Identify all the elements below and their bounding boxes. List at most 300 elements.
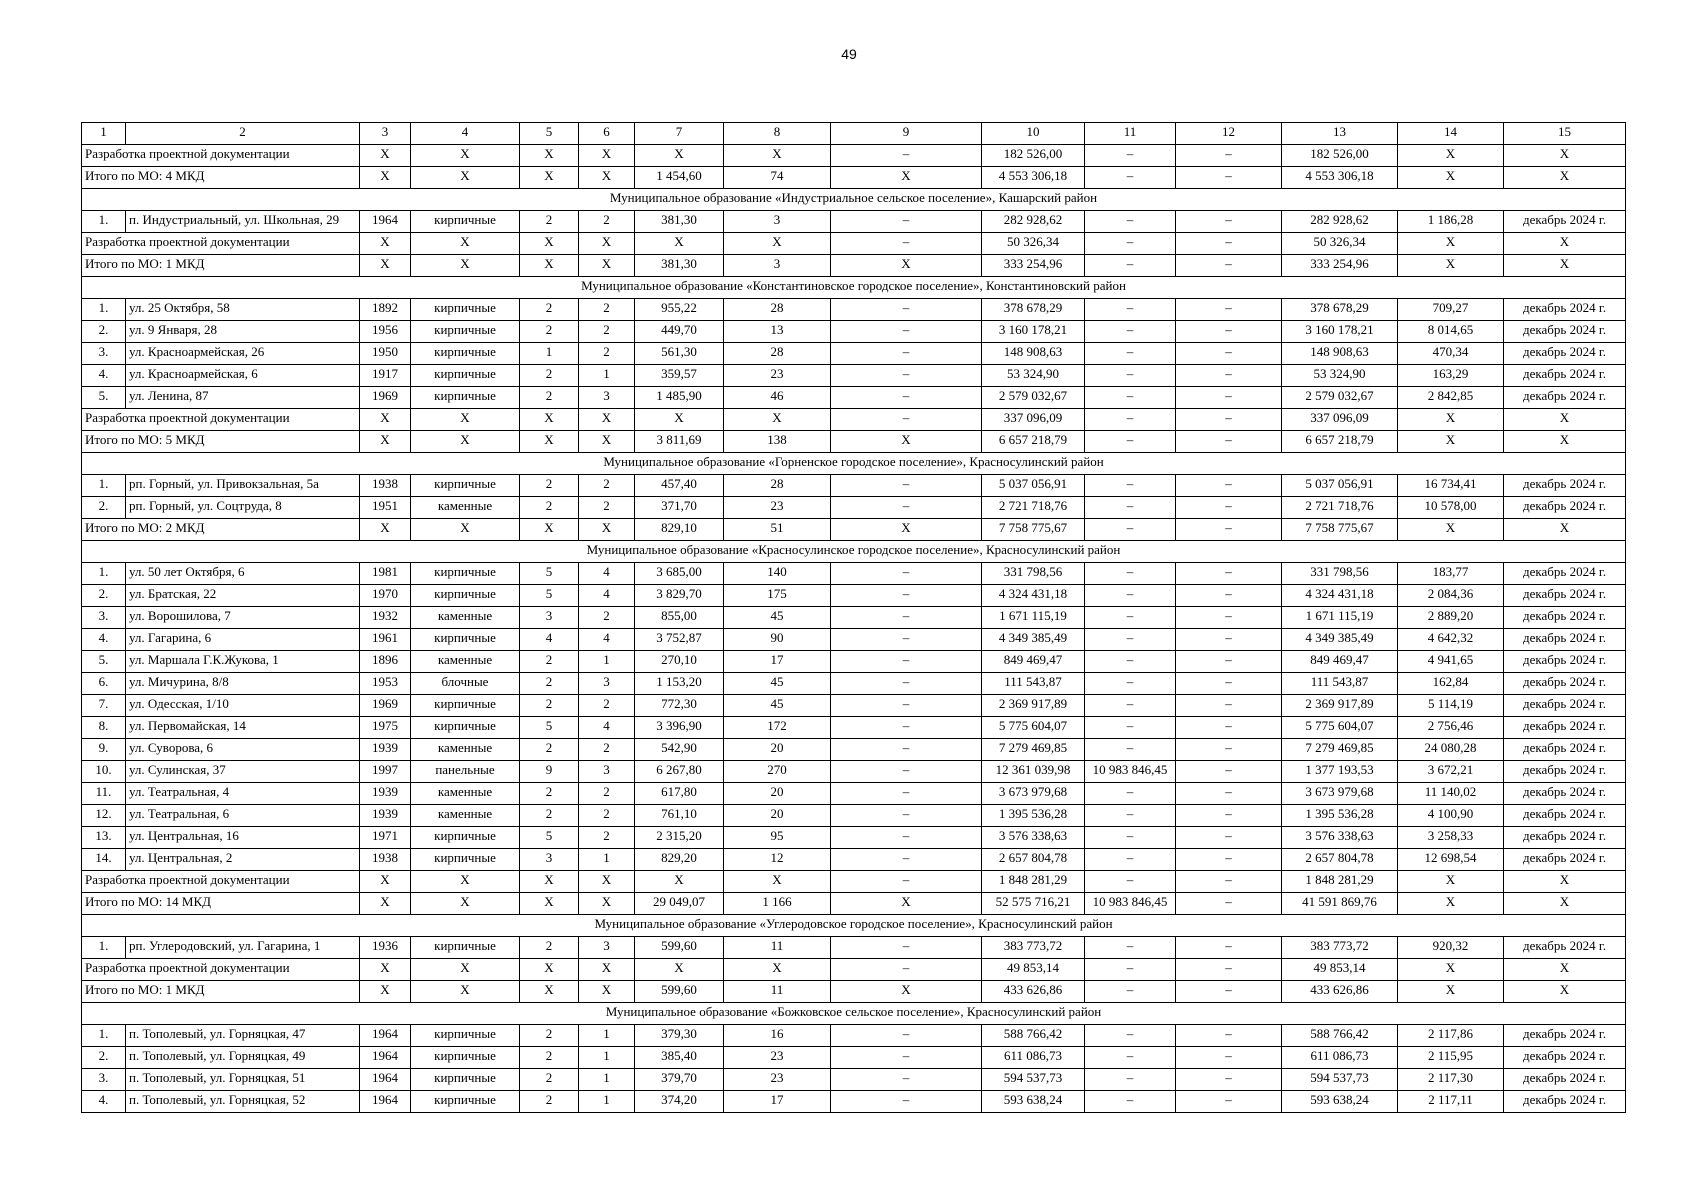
table-row: [82, 475, 1626, 497]
table-cell: –: [831, 607, 982, 629]
table-cell: кирпичные: [411, 629, 520, 651]
table-cell: 1981: [360, 563, 411, 585]
table-cell: 4: [579, 629, 635, 651]
table-cell: 138: [724, 431, 831, 453]
table-cell: –: [1176, 937, 1282, 959]
table-cell: 49 853,14: [982, 959, 1085, 981]
table-cell: –: [831, 1069, 982, 1091]
table-cell: кирпичные: [411, 849, 520, 871]
table-cell: 2: [579, 805, 635, 827]
table-cell: 13: [724, 321, 831, 343]
table-cell: 41 591 869,76: [1282, 893, 1398, 915]
table-cell: –: [831, 299, 982, 321]
table-cell: 4 553 306,18: [1282, 167, 1398, 189]
summary-row: [82, 255, 1626, 277]
table-cell: 4 100,90: [1398, 805, 1504, 827]
table-cell: X: [360, 431, 411, 453]
table-cell: декабрь 2024 г.: [1504, 1069, 1626, 1091]
table-cell: –: [831, 871, 982, 893]
table-cell: 379,30: [635, 1025, 724, 1047]
table-cell: X: [1398, 409, 1504, 431]
table-cell: 379,70: [635, 1069, 724, 1091]
table-cell: 1997: [360, 761, 411, 783]
table-cell: 270: [724, 761, 831, 783]
address-cell: рп. Горный, ул. Привокзальная, 5а: [126, 475, 360, 497]
table-cell: 709,27: [1398, 299, 1504, 321]
table-cell: 3 396,90: [635, 717, 724, 739]
table-cell: X: [724, 871, 831, 893]
table-cell: 5 775 604,07: [1282, 717, 1398, 739]
row-number-cell: 14.: [82, 849, 126, 871]
table-cell: –: [1176, 717, 1282, 739]
table-cell: X: [360, 145, 411, 167]
table-cell: 6 657 218,79: [1282, 431, 1398, 453]
table-cell: 282 928,62: [982, 211, 1085, 233]
table-cell: 2 579 032,67: [982, 387, 1085, 409]
table-row: [82, 805, 1626, 827]
table-cell: –: [1085, 937, 1176, 959]
table-cell: 16 734,41: [1398, 475, 1504, 497]
table-cell: X: [360, 959, 411, 981]
table-cell: 2: [579, 783, 635, 805]
row-number-cell: 1.: [82, 475, 126, 497]
table-cell: 11: [724, 981, 831, 1003]
address-cell: ул. Маршала Г.К.Жукова, 1: [126, 651, 360, 673]
table-cell: 371,70: [635, 497, 724, 519]
table-cell: 3 576 338,63: [982, 827, 1085, 849]
table-cell: кирпичные: [411, 1069, 520, 1091]
table-cell: декабрь 2024 г.: [1504, 365, 1626, 387]
table-row: [82, 343, 1626, 365]
table-cell: X: [1504, 893, 1626, 915]
table-cell: 1969: [360, 695, 411, 717]
table-row: [82, 717, 1626, 739]
table-cell: 2 369 917,89: [1282, 695, 1398, 717]
table-cell: X: [1504, 959, 1626, 981]
table-cell: декабрь 2024 г.: [1504, 761, 1626, 783]
table-cell: X: [520, 409, 579, 431]
table-cell: 4 642,32: [1398, 629, 1504, 651]
summary-row: [82, 519, 1626, 541]
table-cell: 2: [520, 1025, 579, 1047]
table-row: [82, 761, 1626, 783]
table-cell: 2: [579, 211, 635, 233]
table-cell: X: [1398, 871, 1504, 893]
table-cell: кирпичные: [411, 387, 520, 409]
table-cell: декабрь 2024 г.: [1504, 717, 1626, 739]
table-cell: –: [1176, 167, 1282, 189]
table-cell: 5: [520, 585, 579, 607]
table-cell: –: [1176, 211, 1282, 233]
table-cell: 385,40: [635, 1047, 724, 1069]
table-cell: 2: [579, 607, 635, 629]
table-cell: 46: [724, 387, 831, 409]
table-cell: кирпичные: [411, 1025, 520, 1047]
table-cell: 163,29: [1398, 365, 1504, 387]
table-cell: 2 115,95: [1398, 1047, 1504, 1069]
address-cell: ул. Театральная, 6: [126, 805, 360, 827]
table-cell: –: [1176, 387, 1282, 409]
table-cell: декабрь 2024 г.: [1504, 629, 1626, 651]
table-cell: 148 908,63: [1282, 343, 1398, 365]
table-row: [82, 783, 1626, 805]
summary-row: [82, 409, 1626, 431]
table-cell: X: [1398, 145, 1504, 167]
table-cell: декабрь 2024 г.: [1504, 387, 1626, 409]
table-cell: –: [1085, 673, 1176, 695]
table-cell: –: [1085, 343, 1176, 365]
table-cell: 3: [724, 211, 831, 233]
table-cell: –: [831, 211, 982, 233]
table-cell: 1 166: [724, 893, 831, 915]
column-number-cell: 13: [1282, 123, 1398, 145]
table-cell: 3 672,21: [1398, 761, 1504, 783]
table-cell: 53 324,90: [1282, 365, 1398, 387]
table-cell: 1964: [360, 1069, 411, 1091]
table-row: [82, 321, 1626, 343]
table-cell: 5 037 056,91: [1282, 475, 1398, 497]
table-cell: 381,30: [635, 255, 724, 277]
table-cell: 1: [579, 1069, 635, 1091]
table-cell: 611 086,73: [982, 1047, 1085, 1069]
column-number-cell: 2: [126, 123, 360, 145]
table-cell: –: [1085, 827, 1176, 849]
table-cell: кирпичные: [411, 475, 520, 497]
table-cell: 920,32: [1398, 937, 1504, 959]
table-cell: –: [1085, 959, 1176, 981]
table-cell: декабрь 2024 г.: [1504, 805, 1626, 827]
summary-row: [82, 145, 1626, 167]
table-cell: кирпичные: [411, 827, 520, 849]
table-cell: 2: [579, 739, 635, 761]
table-cell: 74: [724, 167, 831, 189]
table-cell: –: [1176, 695, 1282, 717]
table-cell: 4 324 431,18: [1282, 585, 1398, 607]
table-cell: –: [1085, 1069, 1176, 1091]
address-cell: п. Тополевый, ул. Горняцкая, 49: [126, 1047, 360, 1069]
row-number-cell: 7.: [82, 695, 126, 717]
table-cell: декабрь 2024 г.: [1504, 827, 1626, 849]
table-cell: –: [1176, 673, 1282, 695]
table-cell: панельные: [411, 761, 520, 783]
table-cell: X: [1504, 409, 1626, 431]
table-cell: X: [579, 145, 635, 167]
table-cell: X: [579, 519, 635, 541]
table-cell: –: [1085, 387, 1176, 409]
table-cell: 333 254,96: [1282, 255, 1398, 277]
housing-repair-table: [81, 122, 1626, 1113]
table-cell: 337 096,09: [982, 409, 1085, 431]
summary-row: [82, 981, 1626, 1003]
table-cell: 24 080,28: [1398, 739, 1504, 761]
table-cell: X: [520, 145, 579, 167]
table-cell: 10 578,00: [1398, 497, 1504, 519]
table-cell: –: [1085, 805, 1176, 827]
table-cell: 331 798,56: [1282, 563, 1398, 585]
row-number-cell: 3.: [82, 607, 126, 629]
table-cell: –: [1176, 783, 1282, 805]
table-cell: 955,22: [635, 299, 724, 321]
row-number-cell: 8.: [82, 717, 126, 739]
table-cell: 45: [724, 673, 831, 695]
table-cell: X: [411, 893, 520, 915]
table-cell: 23: [724, 1047, 831, 1069]
table-cell: X: [831, 893, 982, 915]
table-cell: каменные: [411, 805, 520, 827]
table-cell: декабрь 2024 г.: [1504, 673, 1626, 695]
table-cell: 1939: [360, 739, 411, 761]
table-cell: –: [1085, 717, 1176, 739]
municipality-section-row: [82, 453, 1626, 475]
table-cell: 337 096,09: [1282, 409, 1398, 431]
summary-label: Итого по МО: 14 МКД: [82, 893, 360, 915]
address-cell: ул. Гагарина, 6: [126, 629, 360, 651]
table-cell: 2: [520, 739, 579, 761]
table-cell: –: [1085, 1091, 1176, 1113]
table-cell: каменные: [411, 607, 520, 629]
table-cell: 3: [520, 849, 579, 871]
table-cell: декабрь 2024 г.: [1504, 695, 1626, 717]
table-cell: 1932: [360, 607, 411, 629]
municipality-title: Муниципальное образование «Красносулинское городское поселение», Красносулинский район: [82, 541, 1626, 563]
table-cell: 3 673 979,68: [982, 783, 1085, 805]
table-cell: 2: [520, 937, 579, 959]
table-cell: –: [831, 321, 982, 343]
table-cell: –: [1176, 1047, 1282, 1069]
table-cell: 2: [579, 299, 635, 321]
table-cell: –: [1085, 321, 1176, 343]
table-cell: –: [1085, 299, 1176, 321]
table-cell: –: [831, 1047, 982, 1069]
row-number-cell: 5.: [82, 387, 126, 409]
table-cell: X: [411, 167, 520, 189]
table-cell: X: [635, 959, 724, 981]
table-cell: X: [520, 959, 579, 981]
table-cell: 111 543,87: [1282, 673, 1398, 695]
table-cell: –: [1176, 981, 1282, 1003]
table-cell: 50 326,34: [1282, 233, 1398, 255]
table-cell: 12 361 039,98: [982, 761, 1085, 783]
table-cell: 5 114,19: [1398, 695, 1504, 717]
table-cell: 2: [520, 321, 579, 343]
table-cell: 4: [579, 585, 635, 607]
table-cell: 172: [724, 717, 831, 739]
table-cell: 594 537,73: [982, 1069, 1085, 1091]
table-cell: 28: [724, 343, 831, 365]
table-cell: X: [635, 145, 724, 167]
row-number-cell: 4.: [82, 629, 126, 651]
column-number-cell: 1: [82, 123, 126, 145]
table-cell: –: [1085, 739, 1176, 761]
table-cell: –: [1176, 585, 1282, 607]
table-cell: 28: [724, 475, 831, 497]
municipality-section-row: [82, 1003, 1626, 1025]
table-cell: –: [831, 387, 982, 409]
table-cell: 2: [520, 783, 579, 805]
table-cell: 4 349 385,49: [1282, 629, 1398, 651]
table-cell: 1 671 115,19: [982, 607, 1085, 629]
table-cell: 829,10: [635, 519, 724, 541]
table-cell: X: [411, 981, 520, 1003]
table-row: [82, 629, 1626, 651]
table-cell: X: [579, 959, 635, 981]
table-cell: 6 657 218,79: [982, 431, 1085, 453]
table-cell: каменные: [411, 739, 520, 761]
table-cell: 2: [520, 673, 579, 695]
table-cell: 28: [724, 299, 831, 321]
table-cell: X: [724, 233, 831, 255]
table-cell: –: [1176, 475, 1282, 497]
summary-label: Разработка проектной документации: [82, 871, 360, 893]
row-number-cell: 5.: [82, 651, 126, 673]
table-cell: X: [635, 233, 724, 255]
summary-row: [82, 167, 1626, 189]
table-cell: 182 526,00: [982, 145, 1085, 167]
table-cell: 1: [579, 651, 635, 673]
table-cell: X: [520, 233, 579, 255]
table-cell: 2: [520, 1047, 579, 1069]
table-cell: 52 575 716,21: [982, 893, 1085, 915]
table-cell: –: [1085, 585, 1176, 607]
table-cell: X: [1504, 233, 1626, 255]
table-cell: X: [360, 233, 411, 255]
table-cell: X: [411, 255, 520, 277]
table-cell: –: [1085, 431, 1176, 453]
table-cell: 2 889,20: [1398, 607, 1504, 629]
table-cell: X: [360, 409, 411, 431]
table-cell: 1 848 281,29: [982, 871, 1085, 893]
table-cell: X: [1504, 255, 1626, 277]
table-cell: –: [831, 475, 982, 497]
row-number-cell: 2.: [82, 585, 126, 607]
table-cell: X: [635, 409, 724, 431]
table-cell: –: [1085, 211, 1176, 233]
table-cell: –: [1176, 321, 1282, 343]
table-cell: 2: [520, 651, 579, 673]
table-cell: 1 848 281,29: [1282, 871, 1398, 893]
table-cell: X: [411, 519, 520, 541]
table-cell: 2 117,86: [1398, 1025, 1504, 1047]
table-cell: –: [1176, 761, 1282, 783]
table-cell: 1 395 536,28: [1282, 805, 1398, 827]
table-cell: X: [1504, 519, 1626, 541]
table-cell: –: [1085, 783, 1176, 805]
table-cell: X: [579, 431, 635, 453]
table-cell: –: [1085, 145, 1176, 167]
table-cell: X: [411, 959, 520, 981]
table-cell: 3: [579, 387, 635, 409]
row-number-cell: 13.: [82, 827, 126, 849]
table-cell: декабрь 2024 г.: [1504, 849, 1626, 871]
table-cell: 1: [520, 343, 579, 365]
table-cell: –: [1085, 651, 1176, 673]
table-cell: 829,20: [635, 849, 724, 871]
table-cell: декабрь 2024 г.: [1504, 1025, 1626, 1047]
table-cell: X: [411, 409, 520, 431]
table-cell: –: [1085, 607, 1176, 629]
summary-label: Разработка проектной документации: [82, 409, 360, 431]
table-cell: X: [831, 255, 982, 277]
municipality-title: Муниципальное образование «Индустриальное сельское поселение», Кашарский район: [82, 189, 1626, 211]
table-cell: X: [579, 871, 635, 893]
table-cell: 1: [579, 365, 635, 387]
table-cell: 2: [579, 321, 635, 343]
table-cell: X: [1398, 981, 1504, 1003]
address-cell: ул. Театральная, 4: [126, 783, 360, 805]
summary-label: Итого по МО: 2 МКД: [82, 519, 360, 541]
table-cell: 45: [724, 607, 831, 629]
table-cell: 2 579 032,67: [1282, 387, 1398, 409]
table-cell: X: [1398, 959, 1504, 981]
address-cell: п. Тополевый, ул. Горняцкая, 47: [126, 1025, 360, 1047]
table-cell: X: [1398, 233, 1504, 255]
table-cell: 433 626,86: [982, 981, 1085, 1003]
table-cell: X: [520, 871, 579, 893]
table-cell: X: [579, 893, 635, 915]
table-cell: 3 576 338,63: [1282, 827, 1398, 849]
table-cell: 1938: [360, 475, 411, 497]
table-cell: 593 638,24: [1282, 1091, 1398, 1113]
table-row: [82, 673, 1626, 695]
table-cell: X: [520, 167, 579, 189]
table-cell: 599,60: [635, 937, 724, 959]
table-cell: –: [1176, 255, 1282, 277]
address-cell: п. Тополевый, ул. Горняцкая, 52: [126, 1091, 360, 1113]
table-cell: 5: [520, 563, 579, 585]
table-cell: каменные: [411, 783, 520, 805]
table-cell: X: [520, 893, 579, 915]
table-cell: –: [831, 805, 982, 827]
table-cell: X: [579, 167, 635, 189]
address-cell: ул. Центральная, 16: [126, 827, 360, 849]
table-cell: 2 721 718,76: [1282, 497, 1398, 519]
table-cell: 2: [520, 299, 579, 321]
column-number-cell: 6: [579, 123, 635, 145]
summary-label: Разработка проектной документации: [82, 959, 360, 981]
table-cell: 772,30: [635, 695, 724, 717]
table-cell: –: [1176, 343, 1282, 365]
table-cell: X: [1398, 255, 1504, 277]
table-cell: X: [411, 233, 520, 255]
address-cell: ул. Первомайская, 14: [126, 717, 360, 739]
table-cell: X: [411, 145, 520, 167]
table-cell: –: [1176, 145, 1282, 167]
table-cell: –: [1176, 233, 1282, 255]
table-cell: 5: [520, 717, 579, 739]
table-cell: X: [724, 959, 831, 981]
table-cell: 1892: [360, 299, 411, 321]
row-number-cell: 9.: [82, 739, 126, 761]
table-cell: X: [520, 431, 579, 453]
table-row: [82, 827, 1626, 849]
table-row: [82, 585, 1626, 607]
table-cell: –: [831, 409, 982, 431]
table-cell: 16: [724, 1025, 831, 1047]
table-cell: 3 829,70: [635, 585, 724, 607]
table-body: [82, 123, 1626, 1113]
summary-label: Итого по МО: 5 МКД: [82, 431, 360, 453]
table-cell: –: [1085, 695, 1176, 717]
table-cell: 331 798,56: [982, 563, 1085, 585]
address-cell: ул. Мичурина, 8/8: [126, 673, 360, 695]
table-cell: 50 326,34: [982, 233, 1085, 255]
table-cell: декабрь 2024 г.: [1504, 739, 1626, 761]
table-cell: 6 267,80: [635, 761, 724, 783]
municipality-section-row: [82, 915, 1626, 937]
table-cell: –: [1176, 1025, 1282, 1047]
table-cell: –: [1176, 629, 1282, 651]
table-cell: 49 853,14: [1282, 959, 1398, 981]
